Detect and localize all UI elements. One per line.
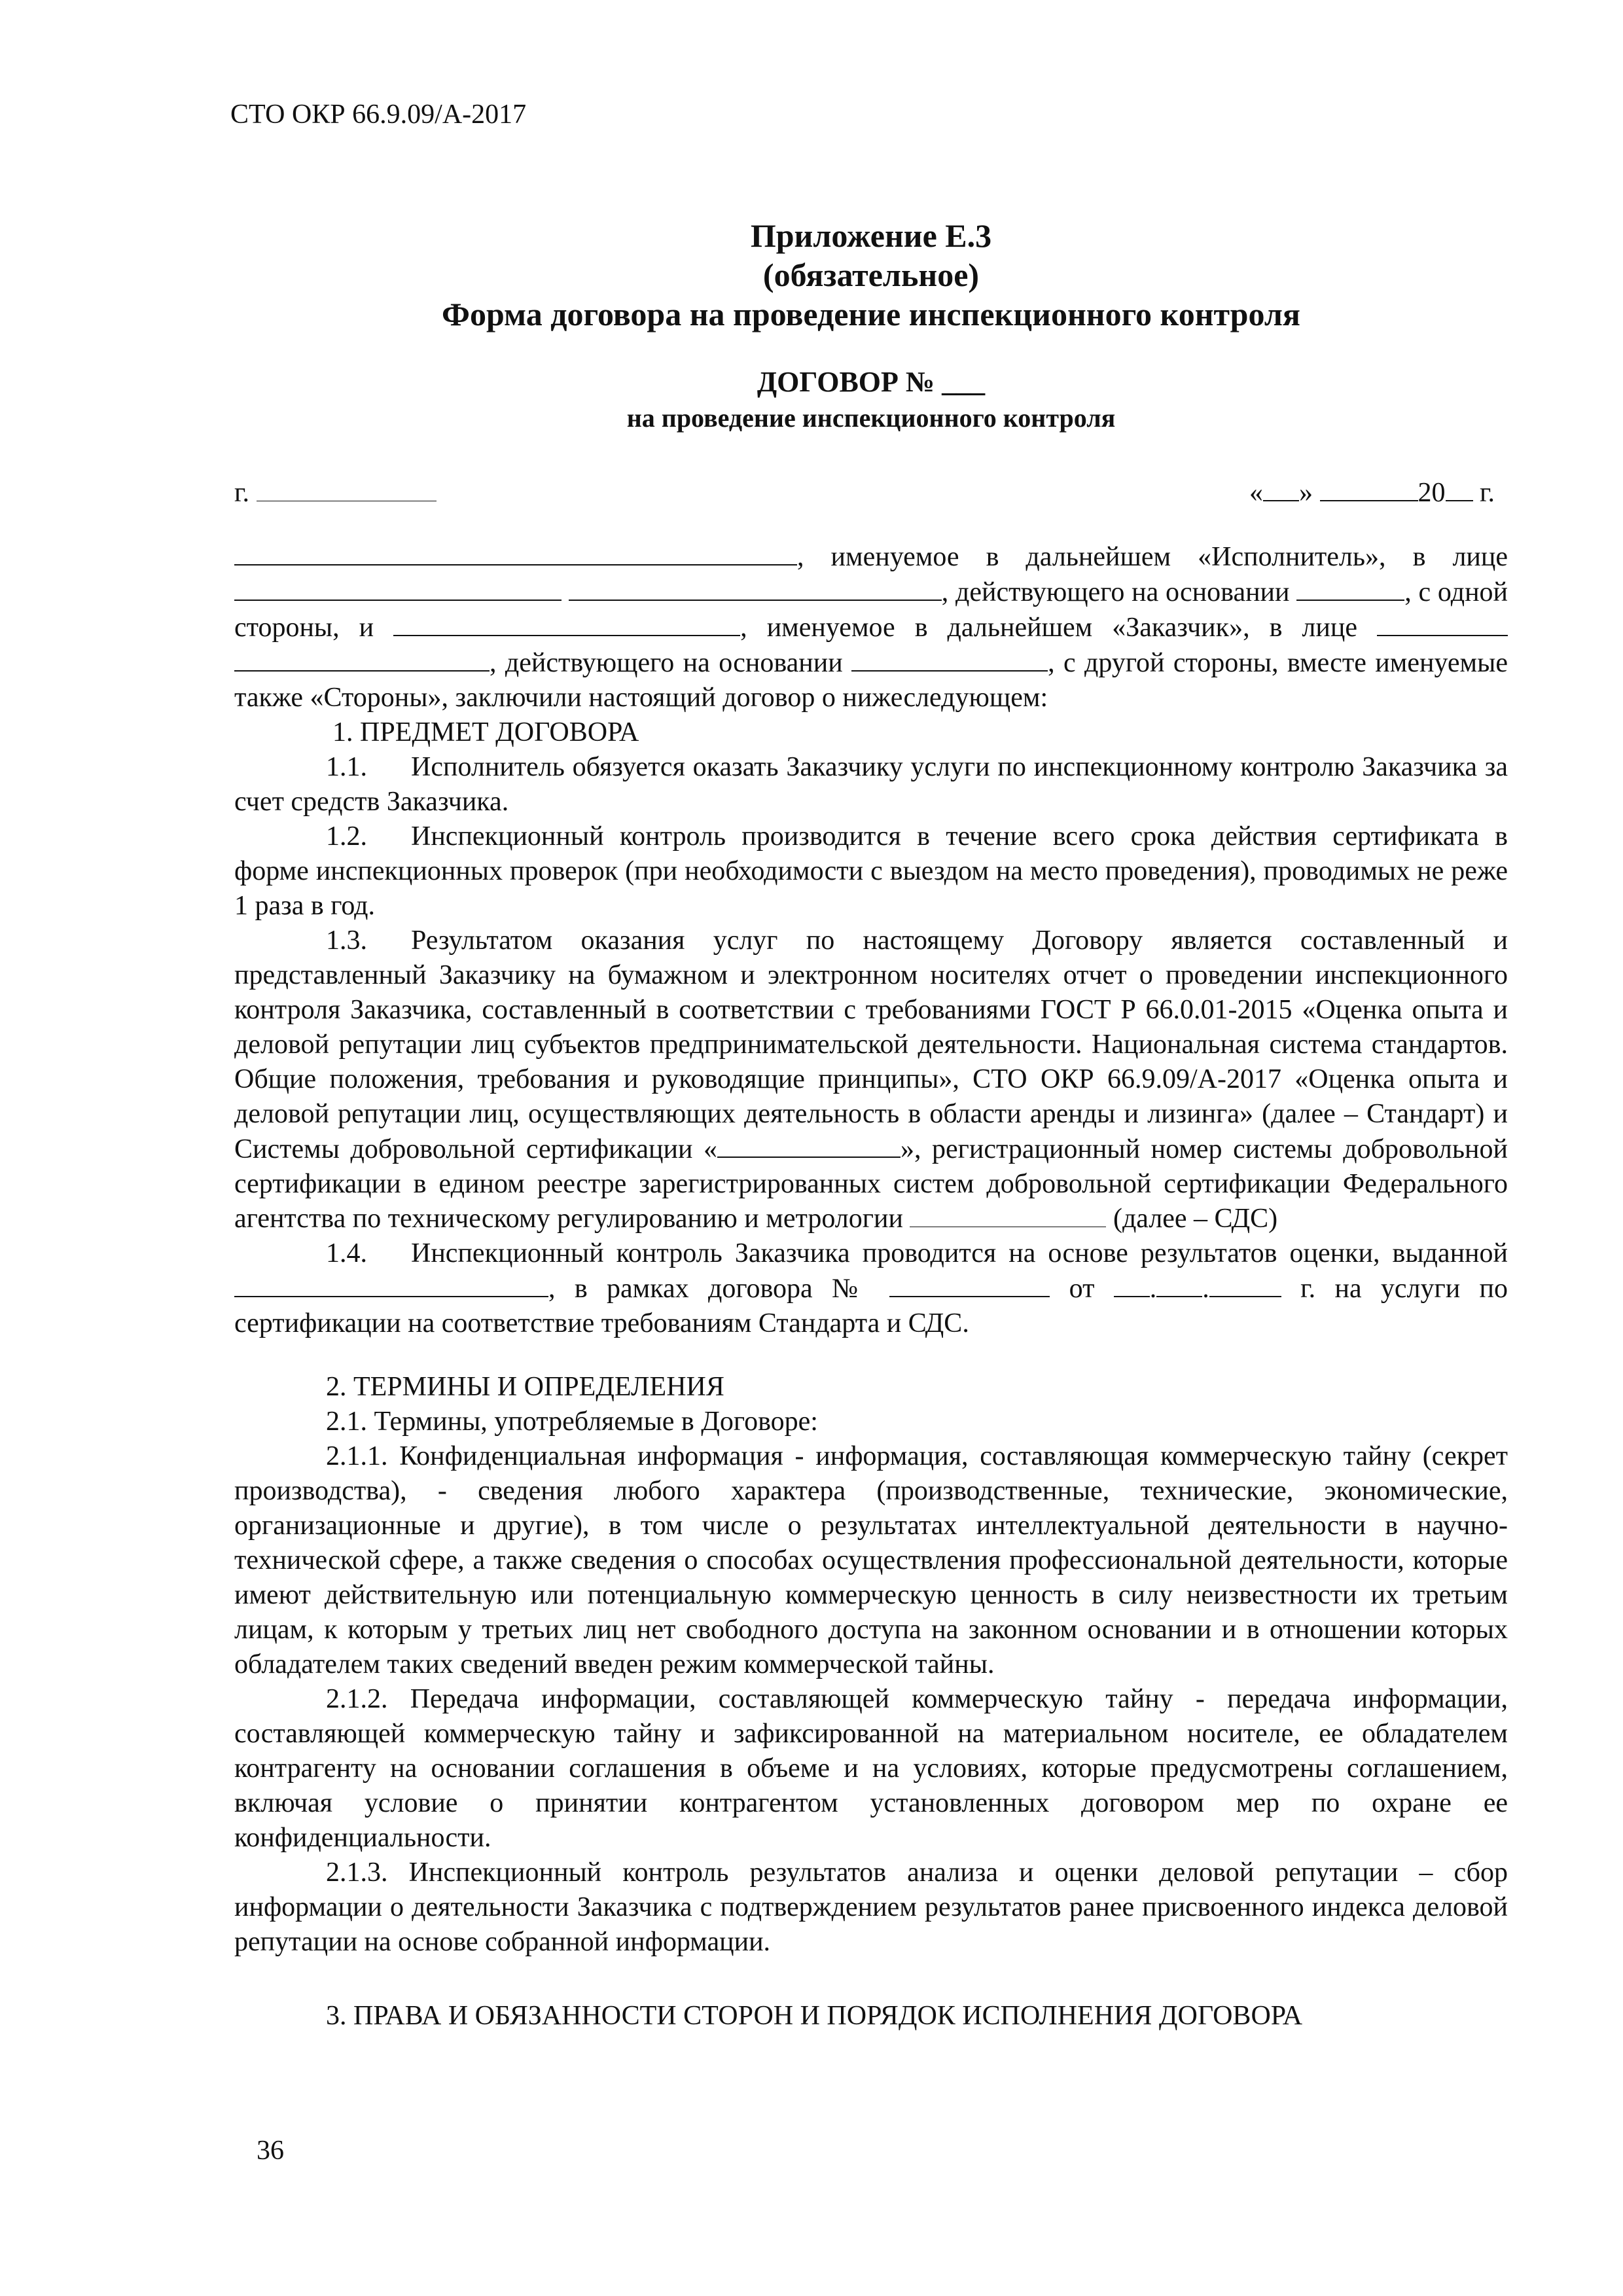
contract-day-blank bbox=[1114, 1271, 1150, 1297]
clause-1-2 bbox=[234, 819, 1508, 924]
clause-text: Исполнитель обязуется оказать Заказчику услуги по инспекционному контролю Заказчика за счет средств Заказчика. bbox=[234, 752, 1508, 817]
year-blank bbox=[1446, 475, 1473, 501]
customer-rep-blank-1 bbox=[1377, 610, 1508, 636]
intro-text-4: одной стороны, и bbox=[234, 577, 1508, 643]
clause-text: (далее – СДС) bbox=[1113, 1204, 1278, 1234]
customer-name-blank bbox=[393, 610, 740, 636]
executor-rep-blank-1 bbox=[234, 575, 562, 601]
document-code: СТО ОКР 66.9.09/А-2017 bbox=[230, 99, 527, 130]
section3-heading: 3. ПРАВА И ОБЯЗАННОСТИ СТОРОН И ПОРЯДОК ИСПОЛНЕНИЯ ДОГОВОРА bbox=[326, 2001, 1303, 2031]
date-year: 20 bbox=[1418, 478, 1446, 508]
executor-name-blank bbox=[234, 539, 797, 565]
section2-heading: 2. ТЕРМИНЫ И ОПРЕДЕЛЕНИЯ bbox=[326, 1372, 724, 1402]
customer-basis-blank bbox=[851, 645, 1048, 672]
city-date-row bbox=[234, 475, 1508, 511]
intro-text-5: , именуемое в дальнейшем «Заказчик», в лице bbox=[740, 613, 1357, 643]
clause-text: Инспекционный контроль Заказчика проводится на основе результатов оценки, выданной bbox=[411, 1238, 1508, 1268]
clause-2-1-3: 2.1.3. Инспекционный контроль результатов анализа и оценки деловой репутации – сбор информации о деятельности Заказчика с подтверждением результатов ранее присвоенного индекса деловой репутации на основе собранной информации. bbox=[234, 1857, 1508, 1957]
city-label: г. bbox=[234, 478, 249, 508]
clause-1-1 bbox=[234, 750, 1508, 819]
contract-year-blank bbox=[1209, 1271, 1281, 1297]
date-line bbox=[1249, 475, 1495, 511]
intro-text-1: , именуемое в дальнейшем «Исполнитель», в лице bbox=[797, 542, 1508, 572]
intro-text-2: , действующего на основании bbox=[941, 577, 1290, 607]
city-line bbox=[234, 476, 437, 511]
page-number: 36 bbox=[257, 2136, 284, 2166]
registration-number-blank bbox=[910, 1202, 1106, 1227]
intro-text-6: , действующего на основании bbox=[490, 648, 843, 678]
clause-2-1-1: 2.1.1. Конфиденциальная информация - информация, составляющая коммерческую тайну (секрет производства), - сведения любого характера (производственные, технические, экономические, организационные и другие), в том числе о результатах интеллектуальной деятельности в научно-технической сфере, а также сведения о способах осуществления профессиональной деятельности, которые имеют действительную или потенциальную коммерческую ценность в силу неизвестности их третьим лицам, к которым у третьих лиц нет свободного доступа на законном основании и в отношении которых обладателем таких сведений введен режим коммерческой тайны. bbox=[234, 1441, 1508, 1679]
intro-text-3: , с bbox=[1404, 577, 1431, 607]
system-name-blank bbox=[717, 1132, 901, 1158]
clause-text: », регистрационный номер системы добровольной сертификации в едином реестре зарегистрированных систем добровольной сертификации Федерального агентства по техническому регулированию и метрологии bbox=[234, 1134, 1508, 1234]
contract-month-blank bbox=[1156, 1271, 1202, 1297]
appendix-mandatory: (обязательное) bbox=[762, 257, 980, 293]
clause-number: 1.4. bbox=[326, 1238, 367, 1268]
day-blank bbox=[1263, 475, 1299, 501]
customer-rep-blank-2 bbox=[234, 645, 490, 672]
month-blank bbox=[1320, 475, 1418, 501]
city-blank bbox=[257, 476, 437, 501]
clause-text: Результатом оказания услуг по настоящему Договору является составленный и представленный Заказчику на бумажном и электронном носителях отчет о проведении инспекционного контроля Заказчика, составленный в соответствии с требованиями ГОСТ Р 66.0.01-2015 «Оценка опыта и деловой репутации лиц субъектов предпринимательской деятельности. Национальная система стандартов. Общие положения, требования и руководящие принципы», СТО ОКР 66.9.09/А-2017 «Оценка опыта и деловой репутации лиц, осуществляющих деятельность в области аренды и лизинга» (далее – Стандарт) и Системы добровольной сертификации « bbox=[234, 925, 1508, 1164]
intro-paragraph bbox=[234, 539, 1508, 715]
issuer-blank bbox=[234, 1271, 548, 1297]
executor-basis-blank bbox=[1296, 575, 1404, 601]
contract-subheading: на проведение инспекционного контроля bbox=[626, 403, 1116, 433]
intro-text-8: вместе именуемые также «Стороны», заключили настоящий договор о нижеследующем: bbox=[234, 648, 1508, 713]
clause-text: Инспекционный контроль производится в течение всего срока действия сертификата в форме инспекционных проверок (при необходимости с выездом на место проведения), проводимых не реже 1 раза в год. bbox=[234, 821, 1508, 921]
clause-1-3 bbox=[234, 924, 1508, 1236]
contract-number-blank bbox=[889, 1271, 1050, 1297]
clause-text: от bbox=[1069, 1274, 1095, 1304]
intro-text-7: , с другой стороны, bbox=[1048, 648, 1279, 678]
executor-rep-blank-2 bbox=[569, 575, 942, 601]
contract-heading: ДОГОВОР № ___ bbox=[757, 366, 986, 398]
clause-number: 1.3. bbox=[326, 925, 367, 956]
document-body bbox=[234, 216, 1508, 2034]
date-quote-close: » bbox=[1299, 478, 1313, 508]
date-suffix: г. bbox=[1480, 478, 1495, 508]
clause-2-1: 2.1. Термины, употребляемые в Договоре: bbox=[326, 1407, 818, 1437]
appendix-title: Приложение Е.3 bbox=[750, 217, 992, 254]
clause-1-4: 1.4. Инспекционный контроль Заказчика проводится на основе результатов оценки, выданной , в рамках договора № от . . г. на услуги по сертификации на соответствие требованиям Стандарта и СДС. bbox=[234, 1236, 1508, 1341]
section1-heading: 1. ПРЕДМЕТ ДОГОВОРА bbox=[332, 717, 639, 747]
clause-number: 1.1. bbox=[326, 752, 367, 782]
clause-2-1-2: 2.1.2. Передача информации, составляющей коммерческую тайну - передача информации, составляющей коммерческую тайну и зафиксированной на материальном носителе, ее обладателем контрагенту на основании соглашения в объеме и на условиях, которые предусмотрены соглашением, включая условие о принятии контрагентом установленных договором мер по охране ее конфиденциальности. bbox=[234, 1684, 1508, 1853]
clause-text: , в рамках договора № bbox=[548, 1274, 870, 1304]
form-title: Форма договора на проведение инспекционного контроля bbox=[442, 296, 1300, 332]
clause-number: 1.2. bbox=[326, 821, 367, 852]
clause-text: г. на услуги по сертификации на соответствие требованиям Стандарта и СДС. bbox=[234, 1274, 1508, 1338]
date-quote-open: « bbox=[1249, 478, 1263, 508]
